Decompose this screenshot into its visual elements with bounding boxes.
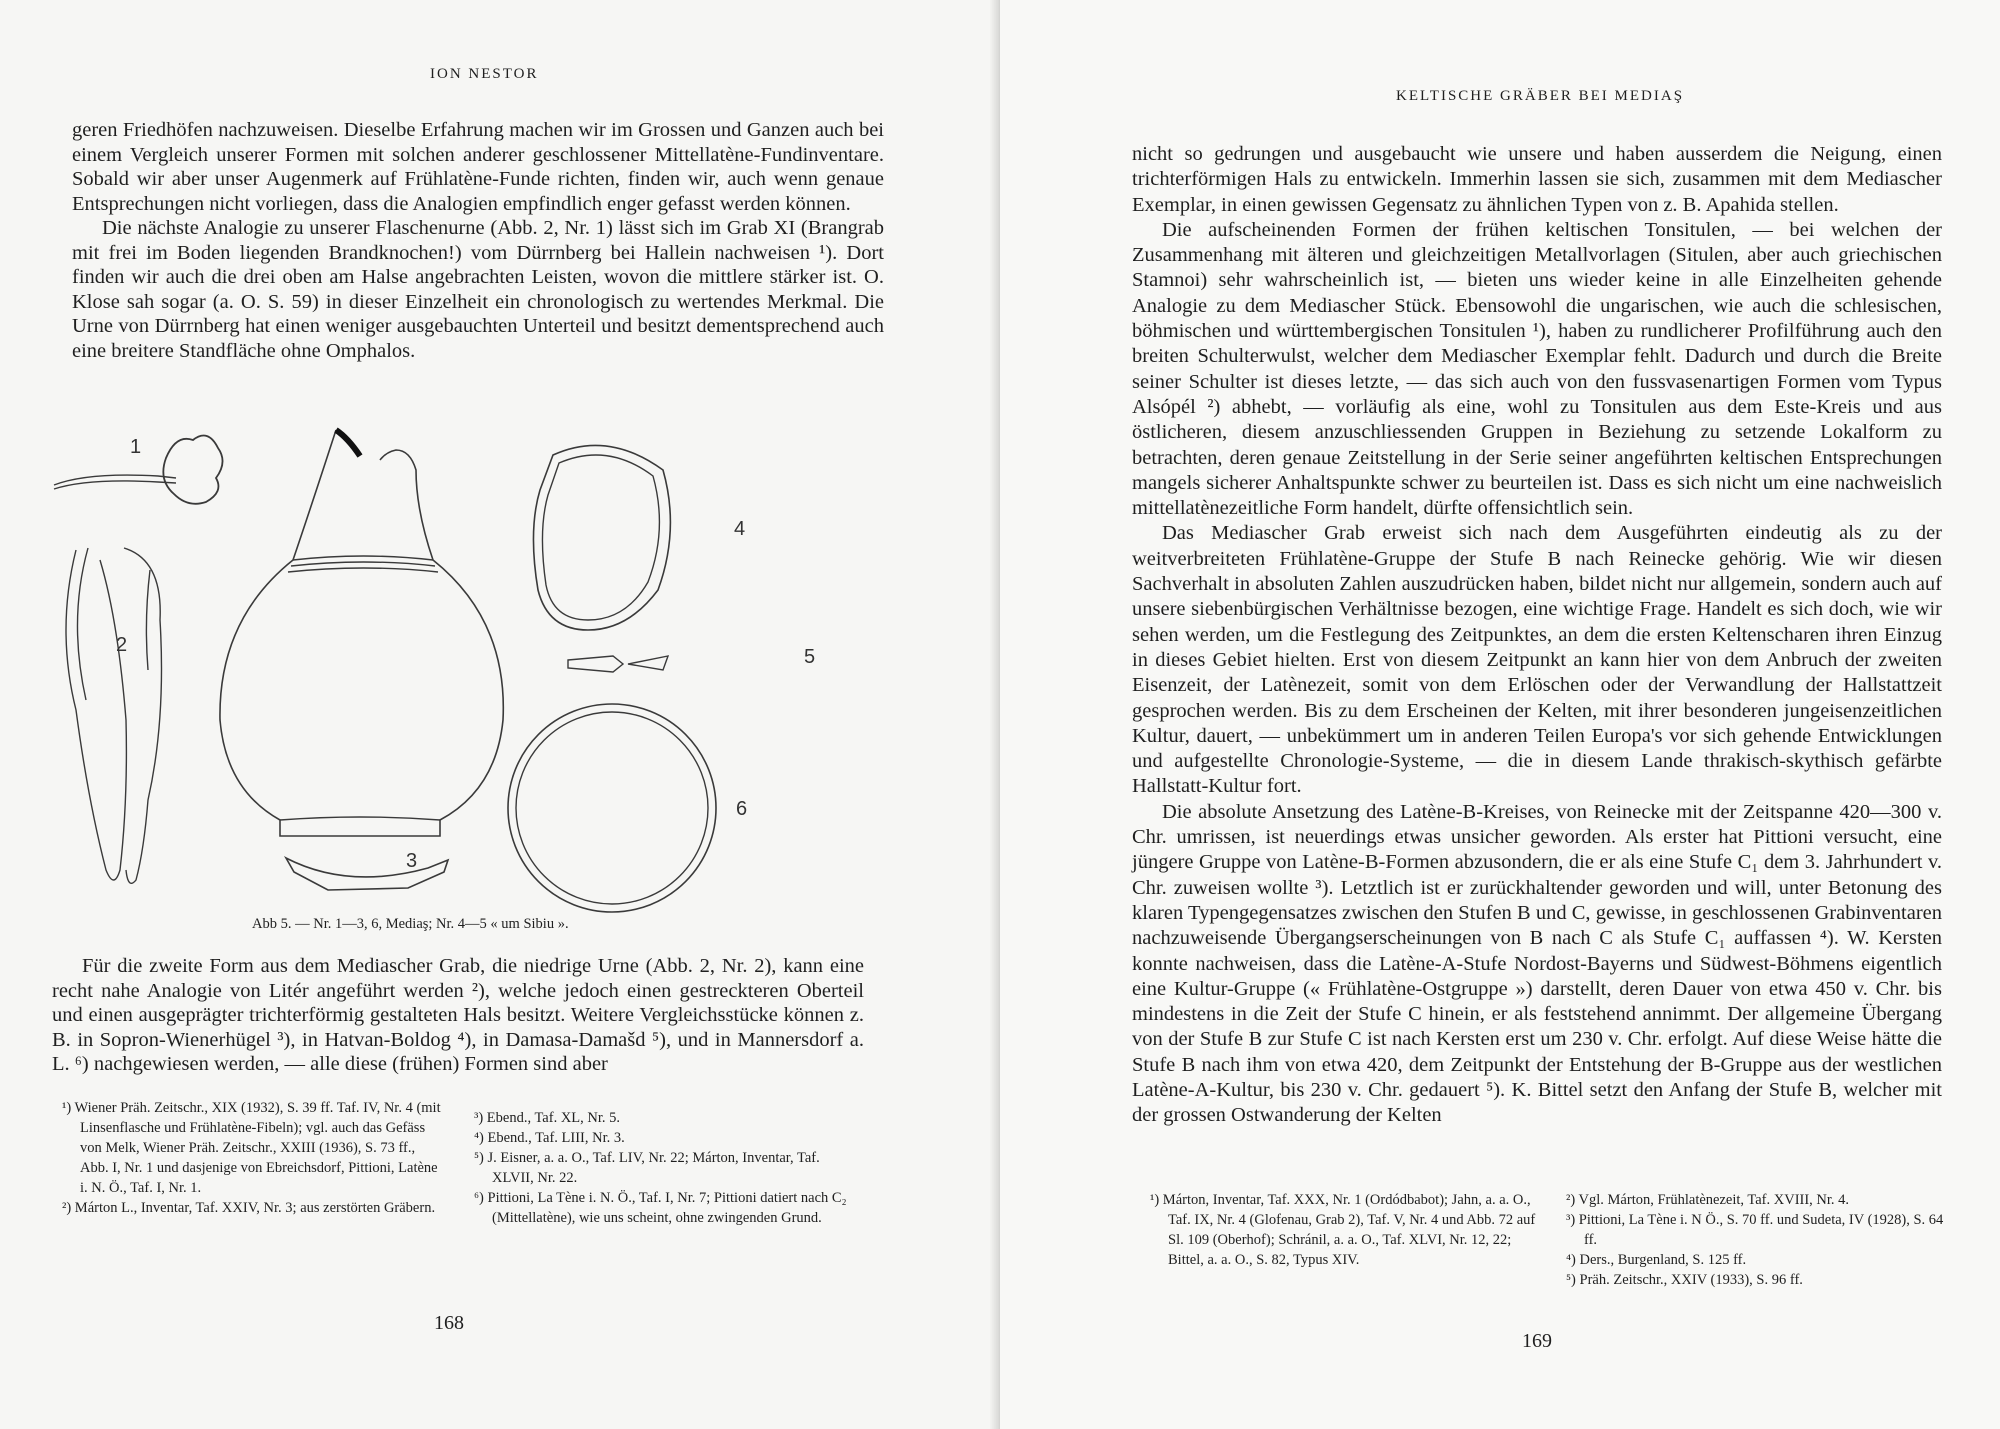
footnotes-col-2 xyxy=(1566,1190,1946,1290)
footnotes-col-1 xyxy=(62,1098,442,1218)
artifact-2-right-arm xyxy=(124,548,162,883)
page-number: 168 xyxy=(434,1312,464,1334)
footnote: ²) Márton L., Inventar, Taf. XXIV, Nr. 3; aus zerstörten Gräbern. xyxy=(62,1200,436,1216)
footnotes-col-2 xyxy=(474,1108,864,1228)
footnote: ⁵) J. Eisner, a. a. O., Taf. LIV, Nr. 22; Márton, Inventar, Taf. XLVII, Nr. 22. xyxy=(474,1150,820,1186)
figure-label-3: 3 xyxy=(406,850,418,872)
footnote: ¹) Wiener Präh. Zeitschr., XIX (1932), S. 39 ff. Taf. IV, Nr. 4 (mit Linsenflasche und Frühlatène-Fibeln); vgl. auch das Gefäss von Melk, Wiener Präh. Zeitschr., XXIII (1936), S. 73 ff., Abb. I, Nr. 1 und dasjenige von Ebreichsdorf, Pittioni, Latène i. N. Ö., Taf. I, Nr. 1. xyxy=(62,1100,441,1196)
footnote: ⁶) Pittioni, La Tène i. N. Ö., Taf. I, Nr. 7; Pittioni datiert nach C₂ (Mittellatène), wie uns scheint, ohne zwingenden Grund. xyxy=(474,1190,847,1226)
body-text-main xyxy=(1132,142,1942,1129)
paragraph: Das Mediascher Grab erweist sich nach dem Ausgeführten eindeutig als zu der weitverbreiteten Frühlatène-Gruppe der Stufe B nach Reinecke gehörig. Wie wir diesen Sachverhalt in absoluten Zahlen auszudrücken haben, bildet nicht nur allgemein, sondern auch auf unsere siebenbürgischen Verhältnisse bezogen, eine wichtige Frage. Handelt es sich doch, wie wir sehen werden, um die Festlegung des Zeitpunktes, an dem die ersten Keltenscharen ihren Einzug in dieses Gebiet hielten. Erst von diesem Zeitpunkt an kann hier von dem Anbruch der zweiten Eisenzeit, der Latènezeit, somit von dem Erlöschen oder der Verwandlung der Hallstattzeit gesprochen werden. Bis zu dem Erscheinen der Kelten, mit ihrer besonderen jungeisenzeitlichen Kultur, dauert, — unbekümmert um in anderen Teilen Europa's vor sich gehende Entwicklungen und aufgestellte Chronologie-Systeme, — die in diesem Lande thrakisch-skythisch gefärbte Hallstatt-Kultur fort. xyxy=(1132,522,1942,798)
footnote: ³) Ebend., Taf. XL, Nr. 5. xyxy=(474,1110,621,1126)
paragraph: Die aufscheinenden Formen der frühen keltischen Tonsitulen, — bei welchen der Zusammenhang mit älteren und gleichzeitigen Metallvorlagen (Situlen, aber auch griechischen Stamnoi) sehr wahrscheinlich ist, — bieten uns wieder keine in alle Einzelheiten gehende Analogie zu dem Mediascher Stück. Ebensowohl die ungarischen, wie auch die schlesischen, böhmischen und württembergischen Tonsitulen ¹), haben zu rundlicherer Profilführung auch den breiten Schulterwulst, welcher dem Mediascher Exemplar fehlt. Dadurch und durch die Breite seiner Schulter ist dieses letzte, — das sich auch von den fussvasenartigen Formen vom Typus Alsópél ²) abhebt, — vorläufig als eine, wohl zu Tonsitulen aus dem Este-Kreis und aus östlicheren, diesem anzuschliessenden Gruppen in Beziehung zu setzende Lokalform zu betrachten, deren genaue Zeitstellung in der Serie seiner angeführten keltischen Entsprechungen mangels sicherer Anhaltspunkte schwer zu beurteilen ist. Dass es sich nicht um eine nachweislich mittellatènezeitliche Form handelt, dürfte offensichtlich sein. xyxy=(1132,218,1942,520)
footnote: ¹) Márton, Inventar, Taf. XXX, Nr. 1 (Ordódbabot); Jahn, a. a. O., Taf. IX, Nr. 4 (Glofenau, Grab 2), Taf. V, Nr. 4 und Abb. 72 auf Sl. 109 (Oberhof); Schránil, a. a. O., Taf. XLVI, Nr. 12, 22; Bittel, a. a. O., S. 82, Typus XIV. xyxy=(1150,1192,1536,1268)
artifact-3-base-profile xyxy=(286,858,448,890)
artifact-6-ring xyxy=(508,704,716,912)
paragraph: Die nächste Analogie zu unserer Flaschenurne (Abb. 2, Nr. 1) lässt sich im Grab XI (Brangrab mit frei im Boden liegenden Brandknochen!) vom Dürrnberg bei Hallein nachweisen ¹). Dort finden wir auch die drei oben am Halse angebrachten Leisten, wovon die mittlere stärker ist. O. Klose sah sogar (a. O. S. 59) in dieser Einzelheit ein chronologisch zu wertendes Merkmal. Die Urne von Dürrnberg hat einen weniger ausgebauchten Unterteil und besitzt dementsprechend auch eine breitere Standfläche ohne Omphalos. xyxy=(72,217,884,362)
artifact-1-pin xyxy=(54,475,176,485)
footnote: ⁴) Ders., Burgenland, S. 125 ff. xyxy=(1566,1252,1747,1268)
artifact-5-clasp xyxy=(568,656,668,672)
figure-label-2: 2 xyxy=(116,634,128,656)
artifact-2-left-arm xyxy=(66,550,126,880)
paragraph: Die absolute Ansetzung des Latène-B-Kreises, von Reinecke mit der Zeitspanne 420—300 v. Chr. umrissen, ist neuerdings etwas unsicher geworden. Als erster hat Pittioni versucht, eine jüngere Gruppe von Latène-B-Formen abzusondern, die er als eine Stufe C₁ dem 3. Jahrhundert v. Chr. zuweisen wollte ³). Letztlich ist er zurückhaltender geworden und will, unter Betonung des klaren Typengegensatzes zwischen den Stufen B und C, gewisse, in geschlossenen Grabinventaren nachzuweisende Übergangserscheinungen von B nach C als Stufe C₁ auffassen ⁴). W. Kersten konnte nachweisen, dass die Latène-A-Stufe Nordost-Bayerns und Südwest-Böhmens eigentlich eine Kultur-Gruppe (« Frühlatène-Ostgruppe ») darstellt, deren Dauer von etwa 450 v. Chr. bis mindestens in die Zeit der Stufe C hinein, er als feststehend annimmt. Der allgemeine Übergang von der Stufe B zur Stufe C ist nach Kersten erst um 230 v. Chr. erfolgt. Auf diese Weise hätte die Stufe B nach ihm von etwa 420, dem Zeitpunkt der Entstehung der B-Gruppe aus der westlichen Latène-A-Kultur, bis 230 v. Chr. gedauert ⁵). K. Bittel setzt den Anfang der Stufe B, welcher mit der grossen Ostwanderung der Kelten xyxy=(1132,800,1942,1127)
figure-label-1: 1 xyxy=(130,436,142,458)
figure-label-5: 5 xyxy=(804,646,816,668)
artifact-3-vessel xyxy=(220,430,503,836)
running-head: ION NESTOR xyxy=(430,66,539,82)
paragraph: Für die zweite Form aus dem Mediascher Grab, die niedrige Urne (Abb. 2, Nr. 2), kann eine recht nahe Analogie von Litér angeführt werden ²), welche jedoch einen gestreckteren Oberteil und einen ausgeprägter trichterförmig gestalteten Hals besitzt. Weitere Vergleichsstücke können z. B. in Sopron-Wienerhügel ³), in Hatvan-Boldog ⁴), in Damasa-Damašd ⁵), und in Mannersdorf a. L. ⁶) nachgewiesen werden, — alle diese (frühen) Formen sind aber xyxy=(52,955,864,1075)
footnote: ⁴) Ebend., Taf. LIII, Nr. 3. xyxy=(474,1130,625,1146)
figure-abb-5 xyxy=(48,420,928,925)
figure-label-4: 4 xyxy=(734,518,746,540)
footnote: ⁵) Präh. Zeitschr., XXIV (1933), S. 96 ff. xyxy=(1566,1272,1803,1288)
artifact-1-head xyxy=(163,436,222,504)
running-head: KELTISCHE GRÄBER BEI MEDIAŞ xyxy=(1396,88,1685,104)
body-text-bottom xyxy=(52,954,864,1077)
right-page xyxy=(1000,0,2000,1429)
paragraph: geren Friedhöfen nachzuweisen. Dieselbe Erfahrung machen wir im Grossen und Ganzen auch bei einem Vergleich unserer Formen mit solchen anderer geschlossener Mittellatène-Fundinventare. Sobald wir aber unser Augenmerk auf Frühlatène-Funde richten, finden wir, auch wenn genaue Entsprechungen nicht vorliegen, dass die Analogien empfindlich enger gefasst werden können. xyxy=(72,119,884,215)
paragraph: nicht so gedrungen und ausgebaucht wie unsere und haben ausserdem die Neigung, einen trichterförmigen Hals zu entwickeln. Immerhin lassen sie sich, zusammen mit dem Mediascher Exemplar, in einen gewissen Gegensatz zu ähnlichen Typen von z. B. Apahida stellen. xyxy=(1132,143,1942,216)
figure-caption: Abb 5. — Nr. 1—3, 6, Mediaş; Nr. 4—5 « um Sibiu ». xyxy=(252,916,569,932)
footnote: ²) Vgl. Márton, Frühlatènezeit, Taf. XVIII, Nr. 4. xyxy=(1566,1192,1850,1208)
figure-drawings xyxy=(48,420,928,925)
figure-label-6: 6 xyxy=(736,798,748,820)
body-text-top xyxy=(72,118,884,363)
page-number: 169 xyxy=(1522,1330,1552,1352)
footnote: ³) Pittioni, La Tène i. N Ö., S. 70 ff. und Sudeta, IV (1928), S. 64 ff. xyxy=(1566,1212,1944,1248)
footnotes-col-1 xyxy=(1150,1190,1550,1270)
